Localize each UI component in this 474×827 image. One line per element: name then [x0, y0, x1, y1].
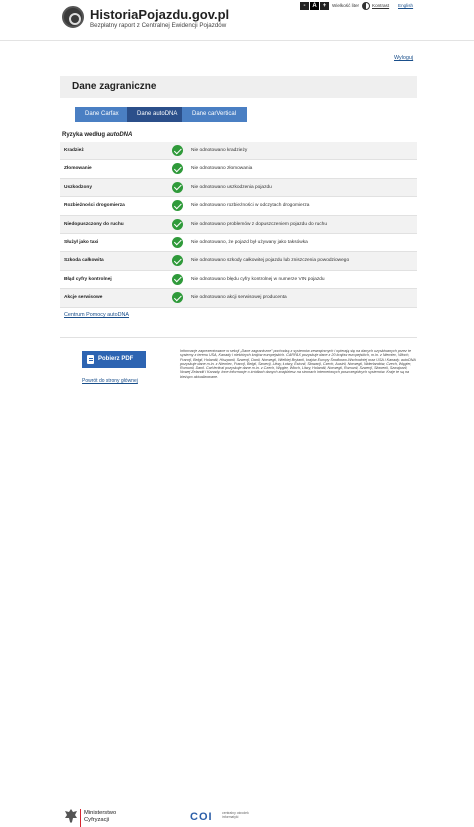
download-pdf-button[interactable]: Pobierz PDF	[82, 351, 146, 368]
section-header	[60, 76, 417, 98]
check-icon	[172, 182, 183, 193]
coi-logo: COI	[190, 811, 213, 823]
row-label: Szkoda całkowita	[64, 258, 104, 264]
coi-subtitle: centralny ośrodek informatyki	[222, 811, 249, 819]
row-value: Nie odnotowano, że pojazd był używany jako taksówka	[191, 239, 308, 245]
font-decrease-button[interactable]: -	[300, 2, 309, 10]
back-home-link[interactable]: Powrót do strony głównej	[82, 378, 138, 384]
font-increase-button[interactable]: +	[320, 2, 329, 10]
check-icon	[172, 145, 183, 156]
check-icon	[172, 237, 183, 248]
row-value: Nie odnotowano złomowania	[191, 166, 253, 172]
row-value: Nie odnotowano błędu cyfry kontrolnej w numerze VIN pojazdu	[191, 276, 325, 282]
site-header	[0, 0, 474, 40]
table-row	[60, 252, 417, 270]
ministry-name	[84, 810, 116, 824]
logout-link[interactable]: Wyloguj	[394, 55, 414, 61]
table-row	[60, 160, 417, 178]
row-label: Służył jako taxi	[64, 239, 99, 245]
row-label: Niedopuszczony do ruchu	[64, 221, 124, 227]
footer	[0, 403, 474, 823]
ministry-bar	[80, 809, 81, 827]
risk-title-prefix: Ryzyka według	[62, 132, 107, 138]
lower-divider	[60, 337, 417, 338]
table-row	[60, 179, 417, 197]
row-value: Nie odnotowano szkody całkowitej pojazdu lub zniszczenia powodziowego	[191, 258, 350, 264]
row-value: Nie odnotowano kradzieży	[191, 148, 248, 153]
site-subtitle: Bezpłatny raport z Centralnej Ewidencji Pojazdów	[90, 22, 227, 29]
section-title: Dane zagraniczne	[72, 81, 157, 92]
row-value: Nie odnotowano uszkodzenia pojazdu	[191, 184, 272, 190]
table-row	[60, 289, 417, 307]
row-label: Akcje serwisowe	[64, 295, 103, 301]
risk-table	[60, 142, 417, 308]
row-value: Nie odnotowano rozbieżności w odczytach drogomierza	[191, 203, 310, 209]
contrast-icon[interactable]	[362, 2, 370, 10]
site-title[interactable]: HistoriaPojazdu.gov.pl	[90, 7, 230, 22]
data-source-tabs	[75, 107, 247, 122]
table-row	[60, 271, 417, 289]
header-divider	[0, 40, 474, 41]
tab-autodna[interactable]: Dane autoDNA	[127, 107, 182, 122]
check-icon	[172, 163, 183, 174]
ministry-eagle-icon	[64, 808, 78, 824]
table-row	[60, 197, 417, 215]
row-label: Błąd cyfry kontrolnej	[64, 276, 112, 282]
row-label: Rozbieżności drogomierza	[64, 203, 125, 209]
risk-title-brand: autoDNA	[106, 132, 133, 138]
table-row	[60, 216, 417, 234]
row-label: Uszkodzony	[64, 184, 92, 190]
table-row	[60, 234, 417, 252]
table-row	[60, 142, 417, 160]
font-size-label: Wielkość liter	[332, 3, 360, 8]
font-default-button[interactable]: A	[310, 2, 319, 10]
risk-title	[62, 132, 132, 138]
row-value: Nie odnotowano problemów z dopuszczeniem pojazdu do ruchu	[191, 221, 327, 227]
ministry-line-1: Ministerstwo	[84, 810, 117, 816]
check-icon	[172, 219, 183, 230]
row-label: Złomowanie	[64, 166, 92, 172]
check-icon	[172, 292, 183, 303]
help-center-link[interactable]: Centrum Pomocy autoDNA	[64, 312, 130, 318]
row-label: Kradzież	[64, 148, 84, 153]
language-link[interactable]: English	[398, 3, 414, 8]
site-logo-icon[interactable]	[62, 6, 84, 28]
check-icon	[172, 274, 183, 285]
row-value: Nie odnotowano akcji serwisowej producenta	[191, 295, 287, 301]
contrast-link[interactable]: Kontrast	[372, 3, 390, 8]
check-icon	[172, 200, 183, 211]
ministry-line-2: Cyfryzacji	[84, 817, 110, 823]
tab-carvertical[interactable]: Dane carVertical	[182, 107, 247, 122]
check-icon	[172, 255, 183, 266]
pdf-file-icon[interactable]	[87, 355, 94, 364]
tab-carfax[interactable]: Dane Carfax	[75, 107, 127, 122]
disclaimer-text: Informacje zaprezentowane w sekcji „Dane zagraniczne” pochodzą z systemów zewnętrznych i opierają się na danych uzyskiwanych przez te systemy z terenu USA, Kanady i niektórych krajów europejskich. CARFAX pozyskuje dane z 20 krajów europejskich, m.in. z Niemiec, Włoch, Francji, Belgii, Holandii, Hiszpanii, Szwecji, Danii, Norwegii, Wielkiej Brytanii, krajów Europy Środkowo-Wschodniej oraz USA i Kanady. autoDNA pozyskuje dane m.in. z Niemiec, Francji, Belgii, Szwecji, Litwy, Łotwy, Estonii, Słowacji, Czech, Austrii, Norwegii, Niderlandów, Czech, Węgier, Rumunii, Danii. CarVertical pozyskuje dane m.in. z Czech, Węgier, Włoch, Litwy, Holandii, Norwegii, Rumunii, Szwecji, Słowenii, Szwajcarii, Nowej Zelandii i Kanady. Inne informacje o źródłach danych znajdziesz na stronach internetowych poszczególnych systemów. Kraje te są na bieżąco aktualizowane.	[180, 349, 416, 379]
